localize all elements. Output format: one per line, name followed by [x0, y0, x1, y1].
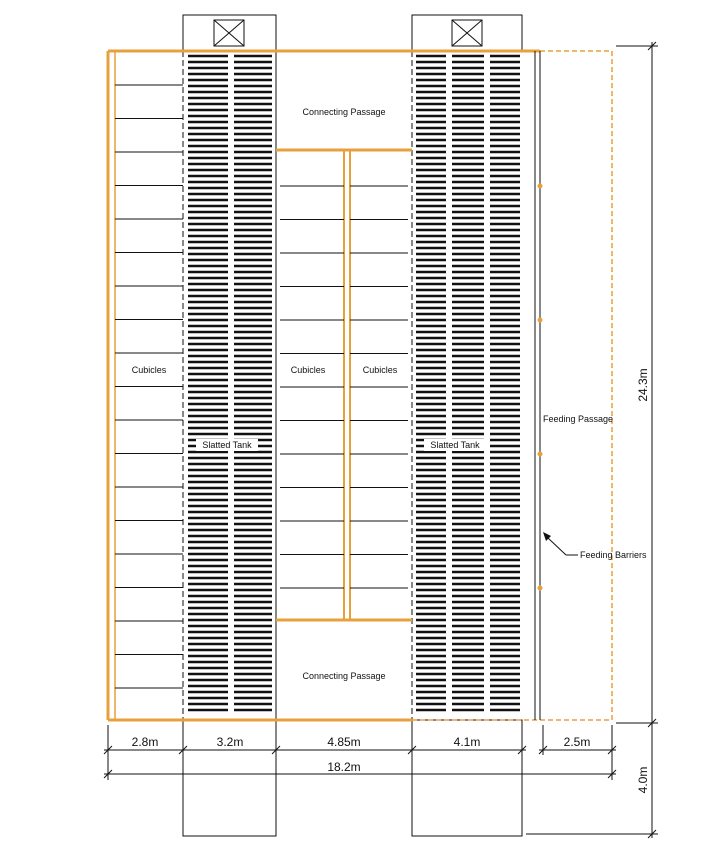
tank-extension-top-left — [183, 15, 276, 51]
dim-width-3: 4.85m — [327, 735, 361, 749]
label-connecting-passage-bottom: Connecting Passage — [302, 671, 386, 681]
label-connecting-passage-top: Connecting Passage — [302, 107, 386, 117]
dim-width-5: 2.5m — [563, 735, 591, 749]
label-cubicles-mid-left: Cubicles — [290, 365, 326, 375]
label-slatted-tank-left: Slatted Tank — [202, 440, 252, 450]
dim-width-4: 4.1m — [453, 735, 481, 749]
dim-length: 24.3m — [636, 368, 650, 402]
feeding-barriers-leader — [543, 532, 578, 555]
label-cubicles-left: Cubicles — [131, 365, 167, 375]
length-dimensions — [526, 42, 658, 838]
tank-extension-top-right — [412, 15, 522, 51]
cubicles-middle — [276, 150, 412, 620]
scraper-box-icon — [452, 20, 482, 46]
label-slatted-tank-right: Slatted Tank — [430, 440, 480, 450]
scraper-box-icon — [214, 20, 244, 46]
dim-width-1: 2.8m — [131, 735, 159, 749]
label-feeding-passage: Feeding Passage — [542, 414, 614, 424]
dim-width-2: 3.2m — [216, 735, 244, 749]
slatted-tank-right — [416, 56, 520, 710]
slatted-tank-left — [188, 56, 272, 710]
dim-total-width: 18.2m — [327, 760, 361, 774]
dim-extension: 4.0m — [636, 766, 650, 794]
label-cubicles-mid-right: Cubicles — [362, 365, 398, 375]
cubicles-left — [115, 85, 183, 688]
label-feeding-barriers: Feeding Barriers — [580, 550, 647, 560]
feeding-barrier — [535, 51, 543, 720]
